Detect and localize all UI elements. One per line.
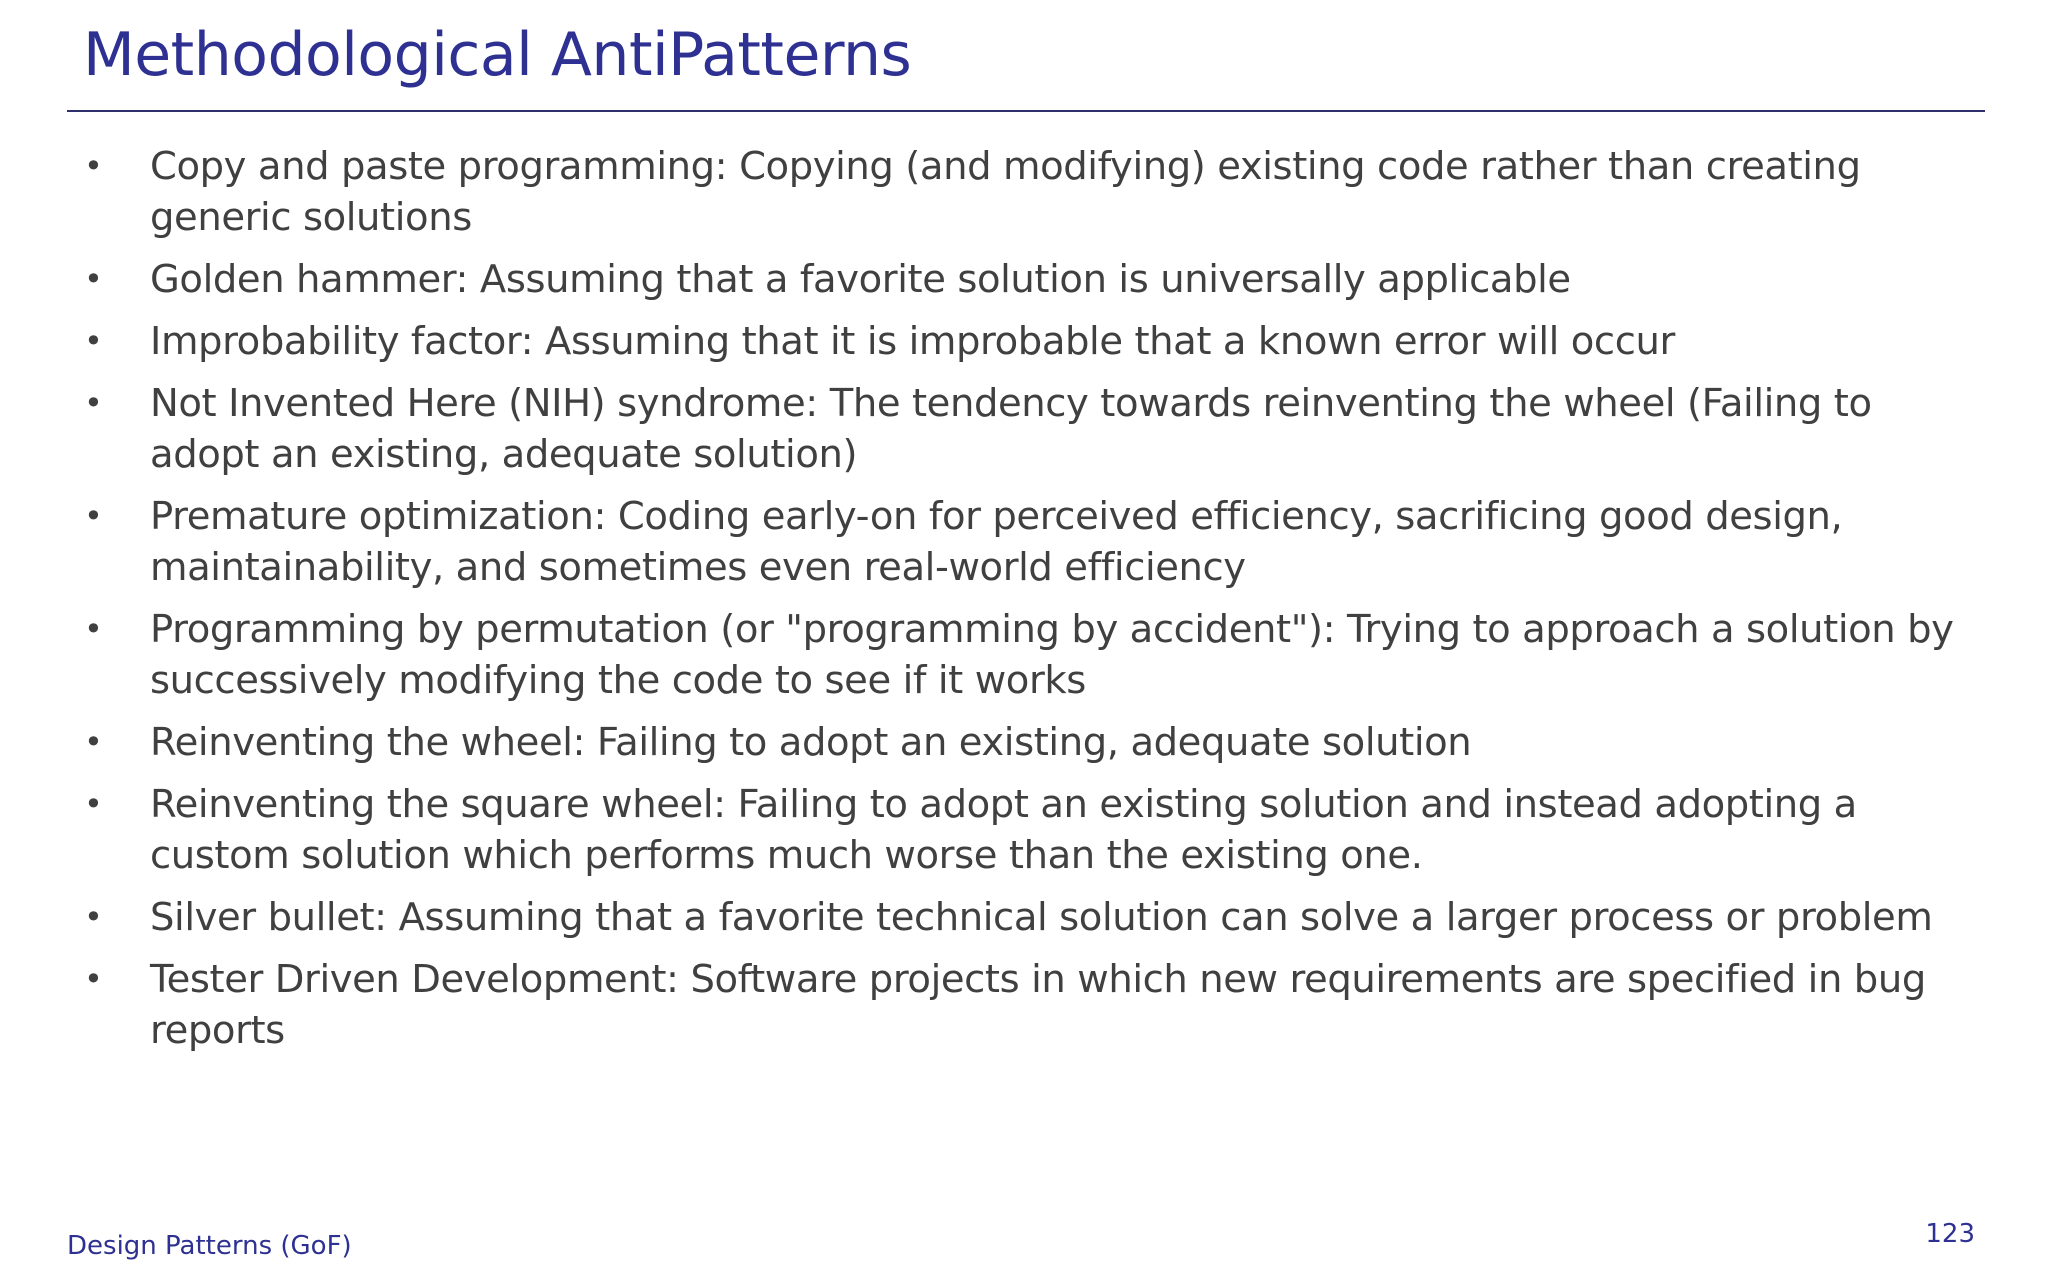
bullet-icon: • xyxy=(84,960,103,998)
list-item xyxy=(84,316,1964,367)
bullet-icon: • xyxy=(84,147,103,185)
bullet-list xyxy=(84,141,1964,1067)
bullet-icon: • xyxy=(84,723,103,761)
bullet-text: Silver bullet: Assuming that a favorite technical solution can solve a larger process or problem xyxy=(150,895,1933,940)
bullet-text: Reinventing the wheel: Failing to adopt an existing, adequate solution xyxy=(150,720,1472,765)
bullet-icon: • xyxy=(84,497,103,535)
bullet-text: Reinventing the square wheel: Failing to adopt an existing solution and instead adopting a custom solution which performs much worse than the existing one. xyxy=(150,782,1857,878)
bullet-text: Golden hammer: Assuming that a favorite solution is universally applicable xyxy=(150,257,1571,302)
list-item xyxy=(84,892,1964,943)
list-item xyxy=(84,717,1964,768)
list-item xyxy=(84,378,1964,480)
list-item xyxy=(84,604,1964,706)
bullet-text: Improbability factor: Assuming that it is improbable that a known error will occur xyxy=(150,319,1675,364)
bullet-text: Tester Driven Development: Software projects in which new requirements are specified in bug reports xyxy=(150,957,1926,1053)
list-item xyxy=(84,491,1964,593)
slide-title: Methodological AntiPatterns xyxy=(83,20,912,90)
bullet-icon: • xyxy=(84,384,103,422)
bullet-icon: • xyxy=(84,785,103,823)
footer-course-name: Design Patterns (GoF) xyxy=(67,1231,352,1261)
bullet-text: Premature optimization: Coding early-on for perceived efficiency, sacrificing good design, maintainability, and sometimes even real-world efficiency xyxy=(150,494,1843,590)
page-number: 123 xyxy=(1925,1219,1975,1249)
list-item xyxy=(84,779,1964,881)
bullet-text: Not Invented Here (NIH) syndrome: The tendency towards reinventing the wheel (Failing to adopt an existing, adequate solution) xyxy=(150,381,1872,477)
bullet-text: Programming by permutation (or "programming by accident"): Trying to approach a solution by successively modifying the code to see if it works xyxy=(150,607,1954,703)
bullet-icon: • xyxy=(84,260,103,298)
title-divider xyxy=(67,110,1985,112)
bullet-text: Copy and paste programming: Copying (and modifying) existing code rather than creating generic solutions xyxy=(150,144,1861,240)
list-item xyxy=(84,141,1964,243)
bullet-icon: • xyxy=(84,898,103,936)
list-item xyxy=(84,954,1964,1056)
list-item xyxy=(84,254,1964,305)
bullet-icon: • xyxy=(84,610,103,648)
bullet-icon: • xyxy=(84,322,103,360)
